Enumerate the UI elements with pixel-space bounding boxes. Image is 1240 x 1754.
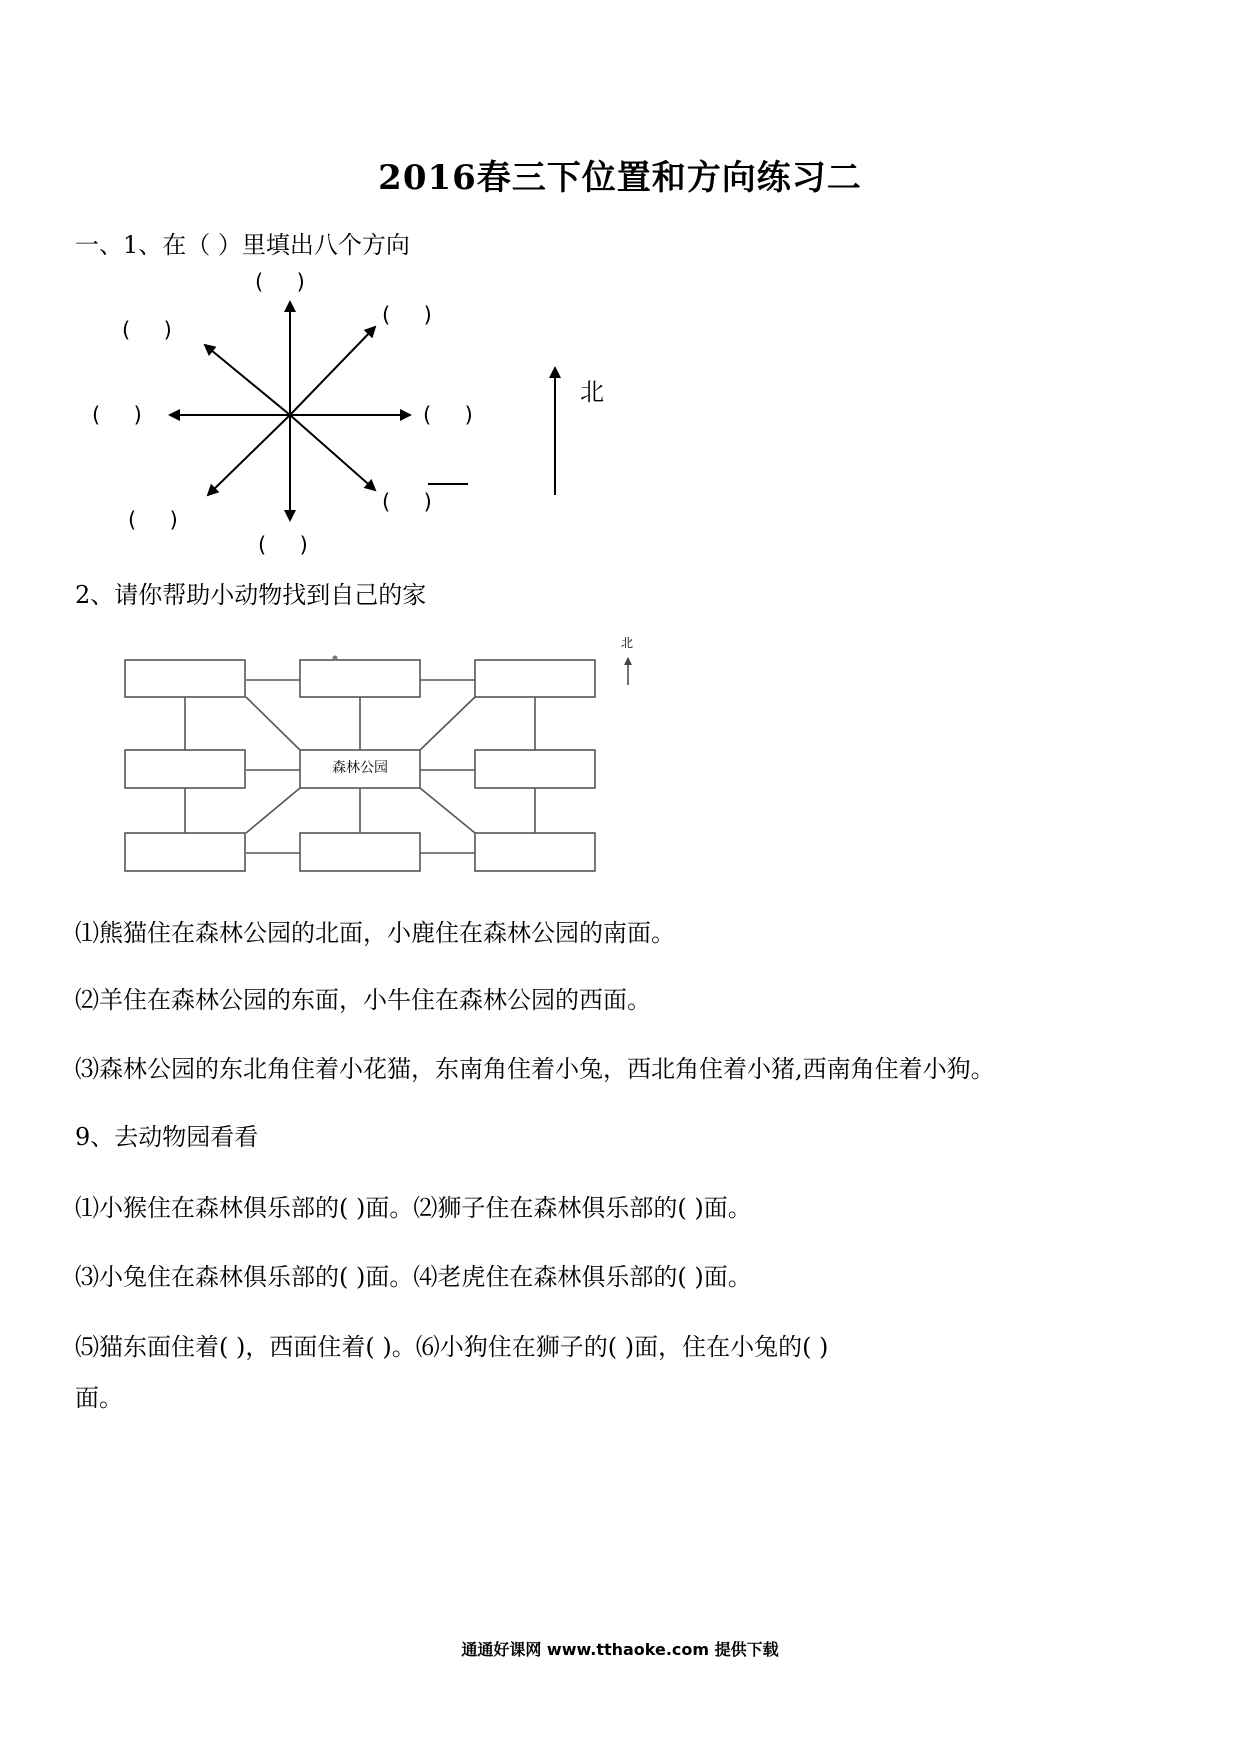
blank-northeast: ( ) [382,303,432,327]
map-box-northeast [475,660,595,697]
map-box-northwest [125,660,245,697]
map-box-southeast [475,833,595,871]
clue-1: ⑴熊猫住在森林公园的北面，小鹿住在森林公园的南面。 [75,919,675,947]
blank-west: ( ) [92,403,142,427]
map-north-label: 北 [621,636,634,650]
footer-credit: 通通好课网 www.tthaoke.com 提供下载 [461,1640,779,1659]
blank-southwest: ( ) [128,508,178,532]
blank-north: ( ) [255,270,305,294]
blank-south: ( ) [258,533,308,557]
q9-line-4: 面。 [75,1384,123,1412]
map-box-southwest [125,833,245,871]
clue-3: ⑶森林公园的东北角住着小花猫，东南角住着小兔，西北角住着小猪,西南角住着小狗。 [75,1055,995,1083]
q9-line-2: ⑶小兔住在森林俱乐部的( )面。⑷老虎住在森林俱乐部的( )面。 [75,1263,752,1291]
q1-heading: 一、1、在（ ）里填出八个方向 [75,231,410,259]
blank-east: ( ) [423,403,473,427]
clue-2: ⑵羊住在森林公园的东面，小牛住在森林公园的西面。 [75,986,651,1014]
map-center-label: 森林公园 [332,760,388,776]
north-label: 北 [580,378,604,406]
q9-line-1: ⑴小猴住在森林俱乐部的( )面。⑵狮子住在森林俱乐部的( )面。 [75,1194,752,1222]
q9-heading: 9、去动物园看看 [75,1123,259,1151]
map-box-south [300,833,420,871]
page-title: 2016春三下位置和方向练习二 [378,158,862,198]
blank-southeast: ( ) [382,490,432,514]
q2-heading: 2、请你帮助小动物找到自己的家 [75,581,427,609]
map-box-north [300,660,420,697]
blank-northwest: ( ) [122,318,172,342]
q9-line-3: ⑸猫东面住着( )，西面住着( )。⑹小狗住在狮子的( )面，住在小兔的( ) [75,1333,829,1361]
map-box-west [125,750,245,788]
map-box-east [475,750,595,788]
